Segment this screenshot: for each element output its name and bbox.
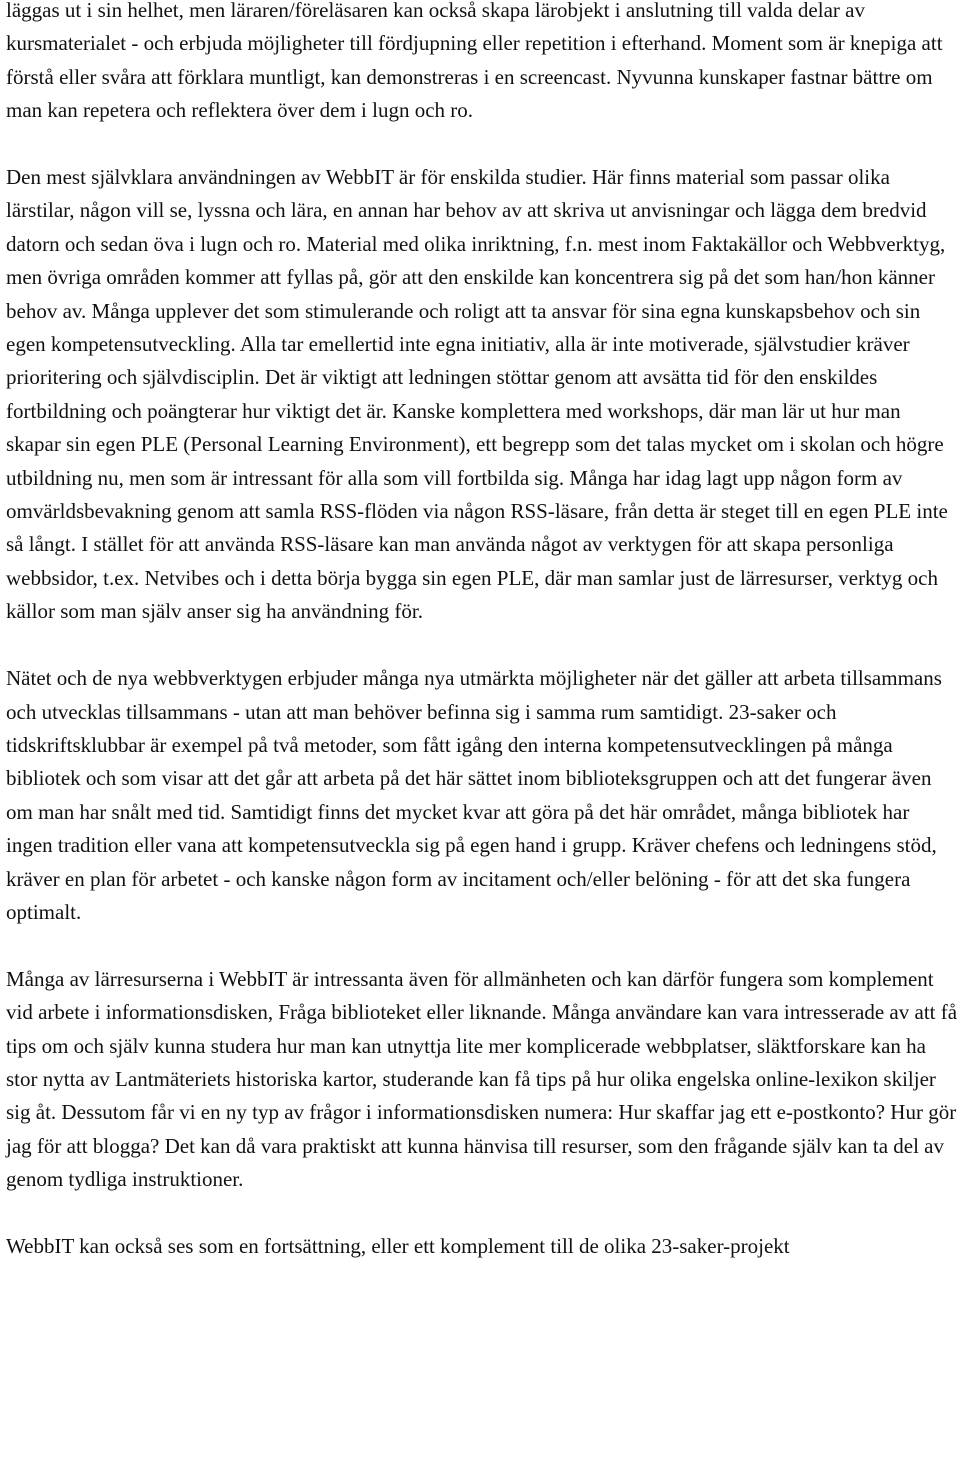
paragraph-group-learning: Nätet och de nya webbverktygen erbjuder många nya utmärkta möjligheter när det gäller att arbeta tillsammans och utvecklas tillsammans - utan att man behöver befinna sig i samma rum samtidigt. 23-saker och tidskriftsklubbar är exempel på två metoder, som fått igång den interna kompetensutvecklingen på många bibliotek och som visar att det går att arbeta på det här sättet inom biblioteksgruppen och att det fungerar även om man har snålt med tid. Samtidigt finns det mycket kvar att göra på det här området, många bibliotek har ingen tradition eller vana att kompetensutveckla sig på egen hand i grupp. Kräver chefens och ledningens stöd, kräver en plan för arbetet - och kanske någon form av incitament och/eller belöning - för att det ska fungera optimalt. [6,666,942,924]
paragraph-public-use: Många av lärresurserna i WebbIT är intressanta även för allmänheten och kan därför fungera som komplement vid arbete i informationsdisken, Fråga biblioteket eller liknande. Många användare kan vara intresserade av att få tips om och själv kunna studera hur man kan utnyttja lite mer komplicerade webbplatser, släktforskare kan ha stor nytta av Lantmäteriets historiska kartor, studerande kan få tips på hur olika engelska online-lexikon skiljer sig åt. Dessutom får vi en ny typ av frågor i informationsdisken numera: Hur skaffar jag ett e-postkonto? Hur gör jag för att blogga? Det kan då vara praktiskt att kunna hänvisa till resurser, som den frågande själv kan ta del av genom tydliga instruktioner. [6,966,958,1192]
paragraph-intro-continuation: läggas ut i sin helhet, men läraren/föreläsaren kan också skapa lärobjekt i anslutning till valda delar av kursmaterialet - och erbjuda möjligheter till fördjupning eller repetition i efterhand. Moment som är knepiga att förstå eller svåra att förklara muntligt, kan demonstreras i en screencast. Nyvunna kunskaper fastnar bättre om man kan repetera och reflektera över dem i lugn och ro. [6,0,943,123]
paragraph-individual-studies: Den mest självklara användningen av WebbIT är för enskilda studier. Här finns material som passar olika lärstilar, någon vill se, lyssna och lära, en annan har behov av att skriva ut anvisningar och lägga dem bredvid datorn och sedan öva i lugn och ro. Material med olika inriktning, f.n. mest inom Faktakällor och Webbverktyg, men övriga områden kommer att fyllas på, gör att den enskilde kan koncentrera sig på det som han/hon känner behov av. Många upplever det som stimulerande och roligt att ta ansvar för sina egna kunskapsbehov och sin egen kompetensutveckling. Alla tar emellertid inte egna initiativ, alla är inte motiverade, självstudier kräver prioritering och självdisciplin. Det är viktigt att ledningen stöttar genom att avsätta tid för den enskildes fortbildning och poängterar hur viktigt det är. Kanske komplettera med workshops, där man lär ut hur man skapar sin egen PLE (Personal Learning Environment), ett begrepp som det talas mycket om i skolan och högre utbildning nu, men som är intressant för alla som vill fortbilda sig. Många har idag lagt upp någon form av omvärldsbevakning genom att samla RSS-flöden via någon RSS-läsare, från detta är steget till en egen PLE inte så långt. I stället för att använda RSS-läsare kan man använda något av verktygen för att skapa personliga webbsidor, t.ex. Netvibes och i detta börja bygga sin egen PLE, där man samlar just de lärresurser, verktyg och källor som man själv anser sig ha användning för. [6,165,948,624]
document-page [6,0,958,1263]
paragraph-continuation: WebbIT kan också ses som en fortsättning, eller ett komplement till de olika 23-saker-projekt [6,1233,790,1258]
